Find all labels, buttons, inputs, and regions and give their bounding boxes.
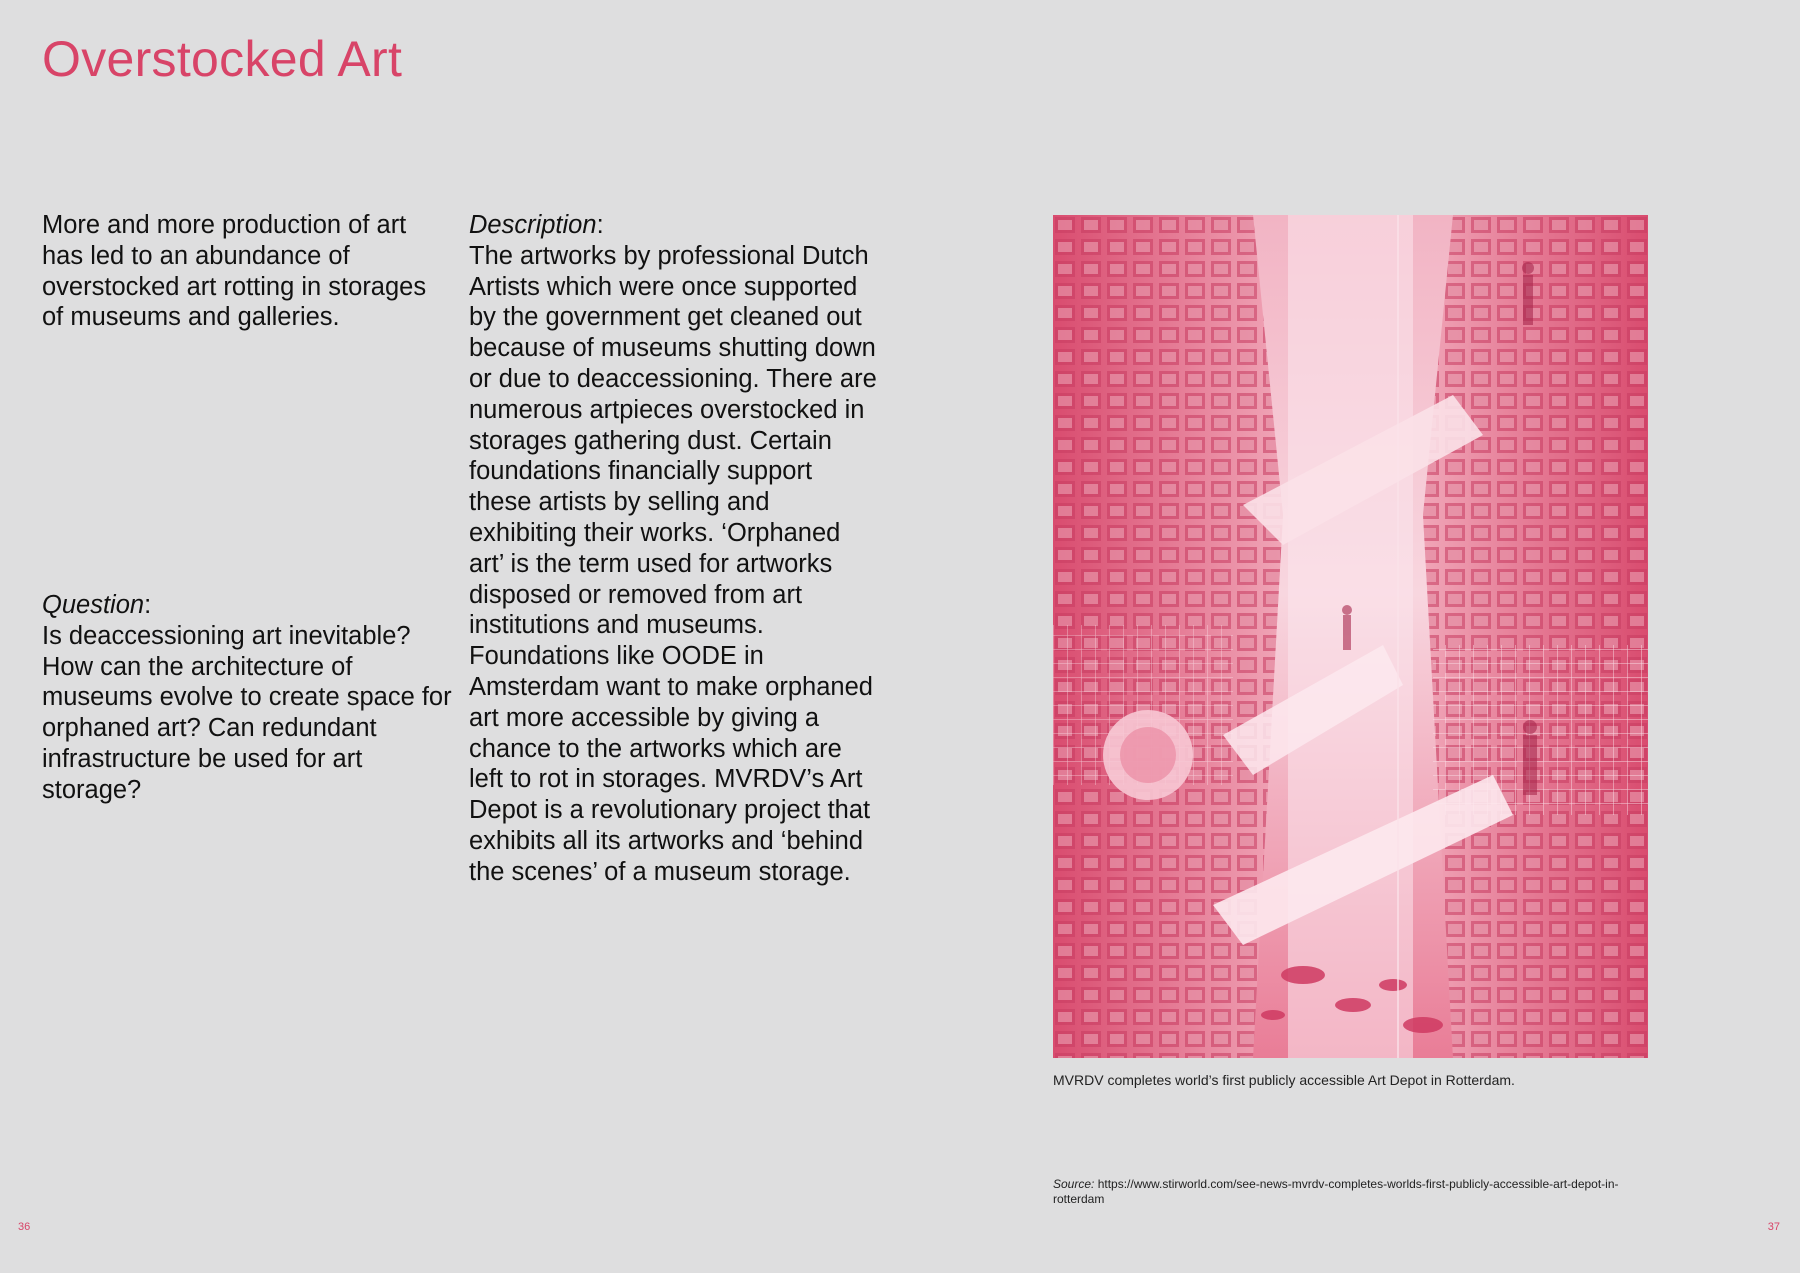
art-depot-image: [1053, 215, 1648, 1058]
question-section: [42, 590, 452, 806]
intro-text: More and more production of art has led to an abundance of overstocked art rotting in storages of museums and galleries.: [42, 211, 427, 332]
page-number-left: 36: [18, 1221, 31, 1233]
question-label: Question: [42, 591, 145, 619]
page-number-right: 37: [1767, 1221, 1780, 1233]
source-url: https://www.stirworld.com/see-news-mvrdv-completes-worlds-first-publicly-accessible-art-depot-in-rotterdam: [1053, 1177, 1619, 1206]
description-text: The artworks by professional Dutch Artists which were once supported by the government get cleaned out because of museums shutting down or due to deaccessioning. There are numerous artpieces overstocked in storages gathering dust. Certain foundations financially support these artists by selling and exhibiting their works. ‘Orphaned art’ is the term used for artworks disposed or removed from art institutions and museums. Foundations like OODE in Amsterdam want to make orphaned art more accessible by giving a chance to the artworks which are left to rot in storages. MVRDV’s Art Depot is a revolutionary project that exhibits all its artworks and ‘behind the scenes’ of a museum storage.: [469, 241, 877, 886]
description-colon: :: [596, 211, 604, 239]
image-caption: MVRDV completes world’s first publicly accessible Art Depot in Rotterdam.: [1053, 1072, 1515, 1088]
source-citation: [1053, 1177, 1653, 1207]
source-label: Source:: [1053, 1177, 1095, 1191]
intro-paragraph: [42, 210, 442, 333]
page-title: Overstocked Art: [42, 31, 403, 87]
description-label: Description: [469, 211, 597, 239]
art-depot-illustration: [1053, 215, 1648, 1058]
description-section: [469, 210, 879, 888]
question-colon: :: [144, 591, 152, 619]
question-text: Is deaccessioning art inevitable? How can the architecture of museums evolve to create space for orphaned art? Can redundant infrastructure be used for art storage?: [42, 621, 452, 804]
